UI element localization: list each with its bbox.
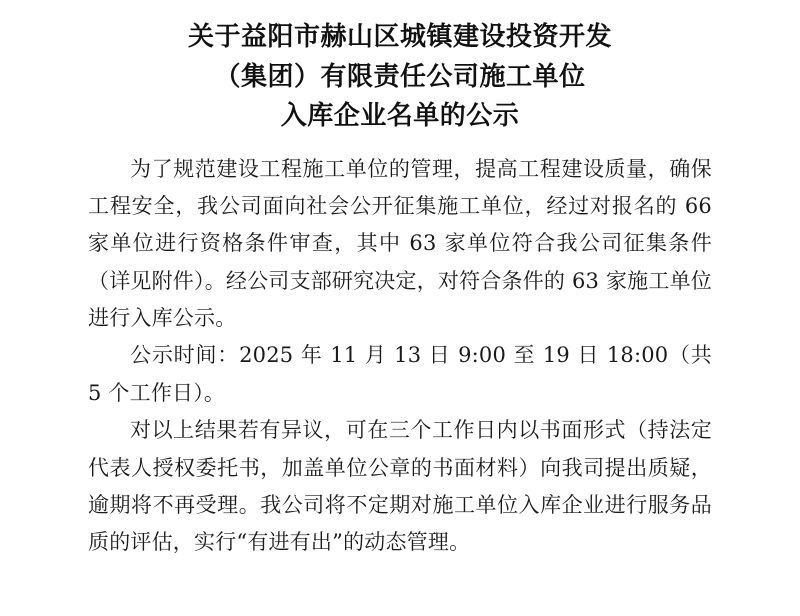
page-title [88, 18, 712, 137]
paragraph-3: 对以上结果若有异议，可在三个工作日内以书面形式（持法定代表人授权委托书，加盖单位公章的书面材料）向我司提出质疑，逾期将不再受理。我公司将不定期对施工单位入库企业进行服务品质的评估，实行“有进有出”的动态管理。 [88, 418, 712, 555]
page-title-line-2: （集团）有限责任公司施工单位 [214, 61, 586, 92]
document-body [88, 151, 712, 562]
page-title-line-3: 入库企业名单的公示 [280, 101, 520, 132]
paragraph-1: 为了规范建设工程施工单位的管理，提高工程建设质量，确保工程安全，我公司面向社会公开征集施工单位，经过对报名的 66 家单位进行资格条件审查，其中 63 家单位符合我公司征集条件（详见附件）。经公司支部研究决定，对符合条件的 63 家施工单位进行入库公示。 [88, 156, 712, 331]
page-title-line-1: 关于益阳市赫山区城镇建设投资开发 [187, 22, 612, 52]
paragraph-2: 公示时间：2025 年 11 月 13 日 9:00 至 19 日 18:00（共 5 个工作日）。 [88, 343, 712, 405]
